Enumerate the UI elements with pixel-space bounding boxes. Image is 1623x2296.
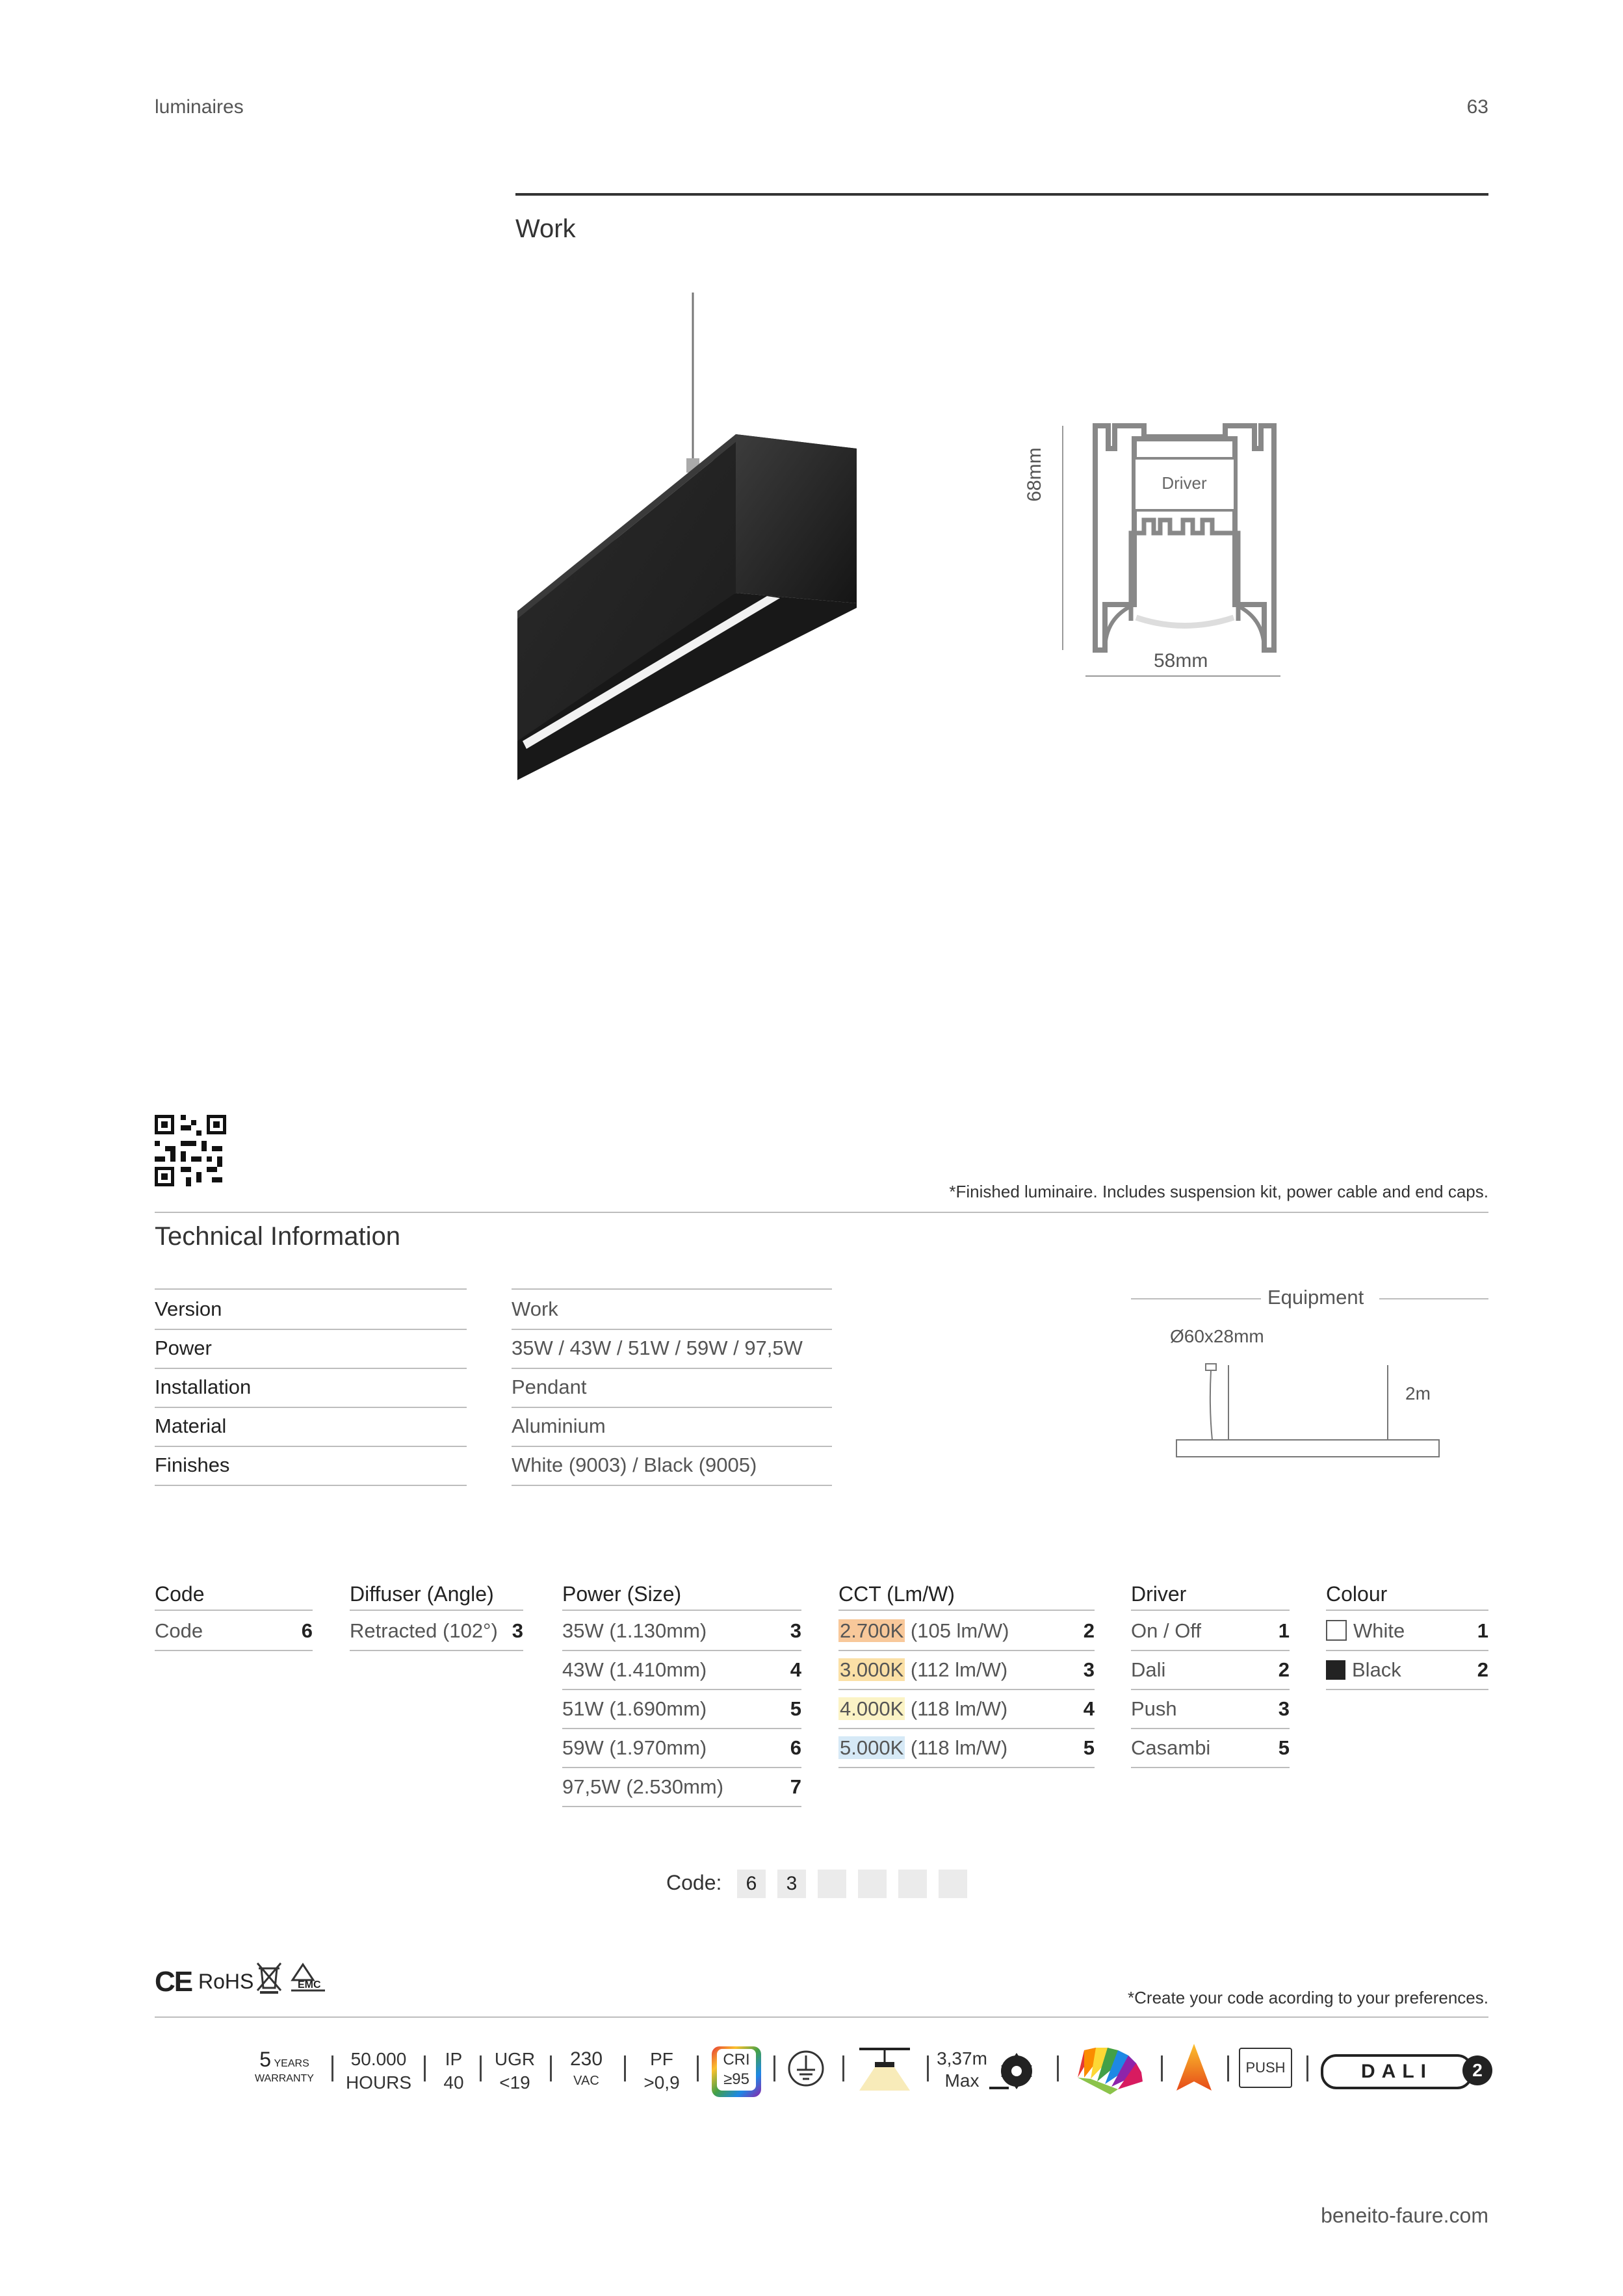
option-num: 7 (790, 1775, 801, 1798)
option-num: 1 (1278, 1619, 1290, 1642)
option-num: 1 (1477, 1619, 1488, 1642)
option-num: 4 (790, 1658, 801, 1681)
website-link[interactable]: beneito-faure.com (1321, 2204, 1488, 2227)
technical-title: Technical Information (155, 1222, 400, 1251)
option-num: 5 (790, 1697, 801, 1720)
equipment-drawing (1163, 1355, 1449, 1466)
dali-2-mark: 2 (1462, 2055, 1492, 2085)
colour-option[interactable] (1326, 1612, 1488, 1651)
option-num: 2 (1477, 1658, 1488, 1681)
power-option[interactable] (562, 1690, 801, 1729)
max-length-label: Max (944, 2070, 980, 2091)
ugr-value: <19 (499, 2072, 530, 2093)
cct-temp: 2.700K (840, 1619, 904, 1642)
weee-bin-icon (255, 1961, 283, 1994)
option-num: 6 (790, 1736, 801, 1759)
option-label: 97,5W (2.530mm) (562, 1775, 724, 1798)
cct-efficacy: (112 lm/W) (910, 1658, 1008, 1681)
option-label: 35W (1.130mm) (562, 1619, 707, 1642)
spec-value: Aluminium (512, 1407, 832, 1447)
dali-logo: DALI (1321, 2054, 1473, 2089)
separator (842, 2055, 844, 2081)
code-col-header: Code (155, 1578, 313, 1611)
option-num: 3 (1083, 1658, 1095, 1681)
push-badge: PUSH (1239, 2048, 1292, 2088)
code-digit-box[interactable] (818, 1870, 846, 1898)
power-option[interactable] (562, 1729, 801, 1768)
separator (927, 2055, 929, 2081)
warranty-unit: YEARS (274, 2058, 309, 2069)
height-dimension: 68mm (1024, 447, 1045, 502)
max-length-badge (936, 2048, 988, 2092)
end-cap (736, 434, 857, 603)
luminaire-render (507, 286, 871, 787)
option-label: Dali (1131, 1658, 1166, 1681)
cri-badge (712, 2046, 761, 2097)
title-rule (515, 193, 1488, 196)
finished-note: *Finished luminaire. Includes suspension kit, power cable and end caps. (949, 1182, 1488, 1201)
separator (1306, 2055, 1308, 2081)
cct-option[interactable] (838, 1690, 1095, 1729)
cri-label: CRI (723, 2051, 750, 2068)
option-label: On / Off (1131, 1619, 1201, 1642)
separator (480, 2055, 482, 2081)
hours-num: 50.000 (350, 2049, 407, 2069)
separator (331, 2055, 333, 2081)
page-number: 63 (1466, 96, 1488, 118)
option-label: 43W (1.410mm) (562, 1658, 707, 1681)
warranty-badge (250, 2048, 318, 2085)
code-builder-label: Code: (666, 1871, 722, 1894)
separator (773, 2055, 775, 2081)
option-label: 51W (1.690mm) (562, 1697, 707, 1720)
code-digit-box[interactable] (858, 1870, 887, 1898)
rohs-mark: RoHS (198, 1970, 254, 1993)
driver-option[interactable] (1131, 1729, 1290, 1768)
ce-mark-icon: CE (155, 1966, 192, 1998)
voltage-unit: VAC (573, 2074, 599, 2088)
spec-label: Version (155, 1290, 467, 1330)
option-label: Push (1131, 1697, 1177, 1720)
colour-fan-icon (1071, 2039, 1147, 2097)
equipment-rule-left (1131, 1298, 1261, 1299)
cct-option[interactable] (838, 1612, 1095, 1651)
equipment-rule-right (1379, 1298, 1488, 1299)
option-num: 2 (1083, 1619, 1095, 1642)
option-label: White (1353, 1619, 1405, 1642)
option-num: 5 (1278, 1736, 1290, 1759)
diffuser-option[interactable] (350, 1612, 523, 1651)
pf-badge (636, 2048, 688, 2094)
cct-temp: 4.000K (840, 1697, 904, 1720)
pf-value: >0,9 (643, 2072, 680, 2093)
separator (1227, 2055, 1229, 2081)
qr-code[interactable] (155, 1115, 226, 1186)
ugr-badge (489, 2048, 541, 2094)
code-digit-box[interactable]: 3 (777, 1870, 806, 1898)
cct-efficacy: (118 lm/W) (910, 1697, 1008, 1720)
spec-label: Finishes (155, 1446, 467, 1486)
spec-value: 35W / 43W / 51W / 59W / 97,5W (512, 1329, 832, 1369)
width-dimension: 58mm (1154, 650, 1208, 672)
option-num: 3 (1278, 1697, 1290, 1720)
separator (1161, 2055, 1163, 2081)
hours-label: HOURS (345, 2072, 412, 2093)
cct-option[interactable] (838, 1651, 1095, 1690)
code-note: *Create your code acording to your preferences. (1128, 1988, 1488, 2007)
ugr-label: UGR (494, 2049, 536, 2069)
colour-option[interactable] (1326, 1651, 1488, 1690)
diffuser-col-header: Diffuser (Angle) (350, 1578, 523, 1611)
earth-ground-icon (786, 2049, 825, 2088)
separator (1057, 2055, 1059, 2081)
option-num: 6 (301, 1619, 313, 1642)
emc-icon (290, 1962, 326, 1994)
option-label: Code (155, 1619, 203, 1642)
voltage-value: 230 (569, 2048, 603, 2070)
cutting-saw-icon (989, 2049, 1036, 2091)
option-num: 4 (1083, 1697, 1095, 1720)
cct-efficacy: (118 lm/W) (910, 1736, 1008, 1759)
cct-col-header: CCT (Lm/W) (838, 1578, 1095, 1611)
driver-option[interactable] (1131, 1612, 1290, 1651)
code-digit-box[interactable] (898, 1870, 927, 1898)
separator (424, 2055, 426, 2081)
ip-badge (434, 2048, 473, 2094)
cct-temp: 5.000K (840, 1736, 904, 1759)
option-num: 3 (790, 1619, 801, 1642)
spec-value: Work (512, 1290, 832, 1330)
driver-option[interactable] (1131, 1690, 1290, 1729)
voltage-badge (560, 2048, 612, 2091)
driver-label: Driver (1162, 473, 1207, 493)
emc-text: EMC (298, 1979, 321, 1990)
power-option[interactable] (562, 1651, 801, 1690)
separator (550, 2055, 552, 2081)
power-option[interactable] (562, 1612, 801, 1651)
code-digit-box[interactable] (939, 1870, 967, 1898)
casambi-icon (1174, 2041, 1214, 2093)
driver-option[interactable] (1131, 1651, 1290, 1690)
canopy-dimension: Ø60x28mm (1170, 1326, 1264, 1346)
spec-label: Power (155, 1329, 467, 1369)
cct-option[interactable] (838, 1729, 1095, 1768)
product-title: Work (515, 215, 576, 243)
warranty-label: WARRANTY (255, 2073, 314, 2084)
section-label: luminaires (155, 96, 244, 118)
spec-value: White (9003) / Black (9005) (512, 1446, 832, 1486)
separator (697, 2055, 699, 2081)
ip-value: 40 (443, 2072, 464, 2093)
spec-label: Installation (155, 1368, 467, 1408)
section-divider (155, 1212, 1488, 1213)
lifetime-badge (344, 2048, 413, 2094)
option-num: 2 (1278, 1658, 1290, 1681)
footer-divider (155, 2016, 1488, 2018)
max-length-value: 3,37m (937, 2048, 987, 2068)
option-label: Casambi (1131, 1736, 1211, 1759)
pf-label: PF (650, 2049, 673, 2069)
spec-value: Pendant (512, 1368, 832, 1408)
option-num: 5 (1083, 1736, 1095, 1759)
option-label: 59W (1.970mm) (562, 1736, 707, 1759)
cable-length: 2m (1405, 1383, 1431, 1403)
warranty-num: 5 (259, 2048, 272, 2071)
code-option[interactable] (155, 1612, 313, 1651)
separator (624, 2055, 626, 2081)
pendant-light-icon (855, 2045, 914, 2092)
ip-label: IP (445, 2049, 463, 2069)
equipment-title: Equipment (1267, 1286, 1364, 1309)
power-col-header: Power (Size) (562, 1578, 801, 1611)
power-option[interactable] (562, 1768, 801, 1807)
option-label: Retracted (102°) (350, 1619, 498, 1642)
spec-label: Material (155, 1407, 467, 1447)
option-num: 3 (512, 1619, 523, 1642)
cri-value: ≥95 (723, 2070, 749, 2088)
colour-col-header: Colour (1326, 1578, 1488, 1611)
cct-efficacy: (105 lm/W) (910, 1619, 1009, 1642)
white-swatch (1326, 1620, 1347, 1641)
code-digit-box[interactable]: 6 (737, 1870, 766, 1898)
black-swatch (1326, 1660, 1345, 1680)
cct-temp: 3.000K (840, 1658, 904, 1681)
driver-col-header: Driver (1131, 1578, 1290, 1611)
profile-section-drawing (1020, 410, 1293, 683)
option-label: Black (1352, 1658, 1401, 1681)
